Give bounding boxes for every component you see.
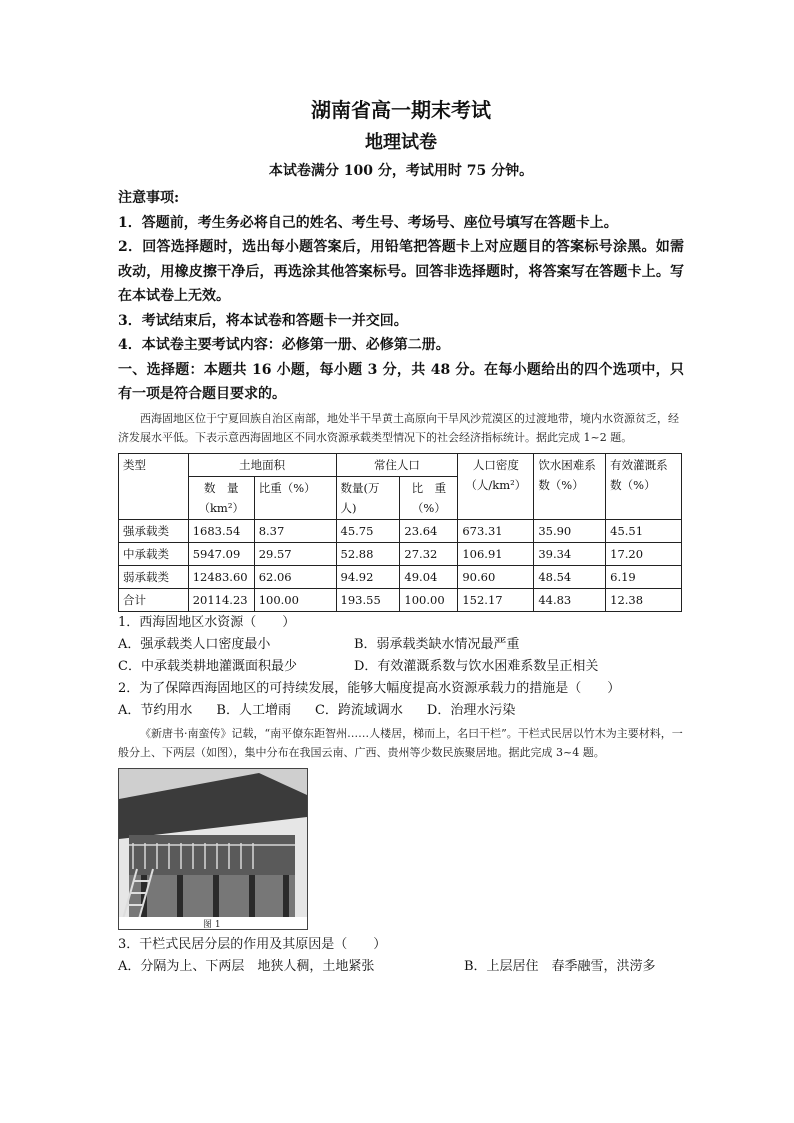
page-title: 湖南省高一期末考试 [311,98,491,122]
table-header-land-ratio: 比重（%） [254,476,336,519]
exam-page [118,96,684,978]
table-cell: 39.34 [534,542,606,565]
table-cell: 强承载类 [119,519,189,542]
table-row [119,588,682,611]
data-table [118,453,682,612]
table-cell: 20114.23 [188,588,254,611]
notice-heading: 注意事项: [118,190,180,206]
table-header-irrig: 有效灌溉系数（%） [606,453,682,519]
table-cell: 49.04 [400,565,458,588]
table-cell: 29.57 [254,542,336,565]
table-cell: 193.55 [336,588,400,611]
q3-options-ab [118,956,684,978]
table-row [119,565,682,588]
table-cell: 6.19 [606,565,682,588]
table-header-drink: 饮水困难系数（%） [534,453,606,519]
table-cell: 合计 [119,588,189,611]
table-cell: 52.88 [336,542,400,565]
q1-option-c: C．中承载类耕地灌溉面积最少 [118,658,297,674]
q2-stem: 2．为了保障西海固地区的可持续发展，能够大幅度提高水资源承载力的措施是（ ） [118,680,621,696]
passage-2: 《新唐书·南蛮传》记载，“南平僚东距智州……人楼居，梯而上，名曰干栏”。干栏式民居以竹木为主要材料，一般分上、下两层（如图），集中分布在我国云南、广西、贵州等少数民族聚居地。据此完成 3~4 题。 [118,726,683,759]
table-cell: 152.17 [458,588,534,611]
table-cell: 5947.09 [188,542,254,565]
table-cell: 1683.54 [188,519,254,542]
page-subtitle: 地理试卷 [365,132,437,153]
q3-option-a: A．分隔为上、下两层 地狭人稠，土地紧张 [118,958,375,974]
table-cell: 中承载类 [119,542,189,565]
table-cell: 8.37 [254,519,336,542]
q1-option-d: D．有效灌溉系数与饮水困难系数呈正相关 [354,658,599,674]
notice-item-4: 4．本试卷主要考试内容：必修第一册、必修第二册。 [118,337,450,353]
table-cell: 23.64 [400,519,458,542]
q2-option-a: A．节约用水 [118,702,193,718]
table-cell: 100.00 [400,588,458,611]
table-header-pop-qty: 数量(万人) [336,476,400,519]
table-cell: 弱承载类 [119,565,189,588]
table-cell: 35.90 [534,519,606,542]
q2-option-b: B．人工增雨 [216,702,291,718]
table-header-pop-ratio: 比 重（%） [400,476,458,519]
q1-option-b: B．弱承载类缺水情况最严重 [354,636,520,652]
stilt-house-photo [118,768,308,930]
table-cell: 17.20 [606,542,682,565]
table-row [119,542,682,565]
table-cell: 12.38 [606,588,682,611]
upper-floor [129,835,295,875]
table-cell: 12483.60 [188,565,254,588]
notice-item-3: 3．考试结束后，将本试卷和答题卡一并交回。 [118,312,408,329]
notice-item-2: 2．回答选择题时，选出每小题答案后，用铅笔把答题卡上对应题目的答案标号涂黑。如需改动，用橡皮擦干净后，再选涂其他答案标号。回答非选择题时，将答案写在答题卡上。写在本试卷上无效。 [118,239,684,304]
table-cell: 100.00 [254,588,336,611]
q3-option-b: B．上层居住 春季融雪，洪涝多 [464,958,656,974]
table-cell: 27.32 [400,542,458,565]
table-cell: 45.75 [336,519,400,542]
table-header-row [119,453,682,476]
q1-options-ab [118,634,684,656]
q2-option-c: C．跨流域调水 [314,702,403,718]
table-row [119,519,682,542]
section-intro: 一、选择题：本题共 16 小题，每小题 3 分，共 48 分。在每小题给出的四个选项中，只有一项是符合题目要求的。 [118,361,684,402]
table-header-land-qty: 数 量（km²） [188,476,254,519]
q3-stem: 3．干栏式民居分层的作用及其原因是（ ） [118,936,387,952]
table-cell: 62.06 [254,565,336,588]
q2-options [118,700,684,722]
table-cell: 48.54 [534,565,606,588]
figure-caption: 图 1 [203,919,221,930]
q1-option-a: A．强承载类人口密度最小 [118,636,271,652]
q1-options-cd [118,656,684,678]
table-cell: 673.31 [458,519,534,542]
passage-1: 西海固地区位于宁夏回族自治区南部，地处半干旱黄土高原向干旱风沙荒漠区的过渡地带，境内水资源贫乏，经济发展水平低。下表示意西海固地区不同水资源承载类型情况下的社会经济指标统计。据此完成 1~2 题。 [118,411,679,444]
table-cell: 45.51 [606,519,682,542]
notice-item-1: 1．答题前，考生务必将自己的姓名、考生号、考场号、座位号填写在答题卡上。 [118,214,618,231]
table-cell: 94.92 [336,565,400,588]
table-cell: 44.83 [534,588,606,611]
q2-option-d: D．治理水污染 [426,702,516,718]
exam-info: 本试卷满分 100 分，考试用时 75 分钟。 [268,163,534,179]
q1-stem: 1．西海固地区水资源（ ） [118,614,296,630]
table-cell: 90.60 [458,565,534,588]
table-header-pop: 常住人口 [336,453,458,476]
table-header-land: 土地面积 [188,453,336,476]
lower-floor [129,875,295,919]
table-header-density: 人口密度（人/km²） [458,453,534,519]
table-cell: 106.91 [458,542,534,565]
table-header-type: 类型 [119,453,189,519]
